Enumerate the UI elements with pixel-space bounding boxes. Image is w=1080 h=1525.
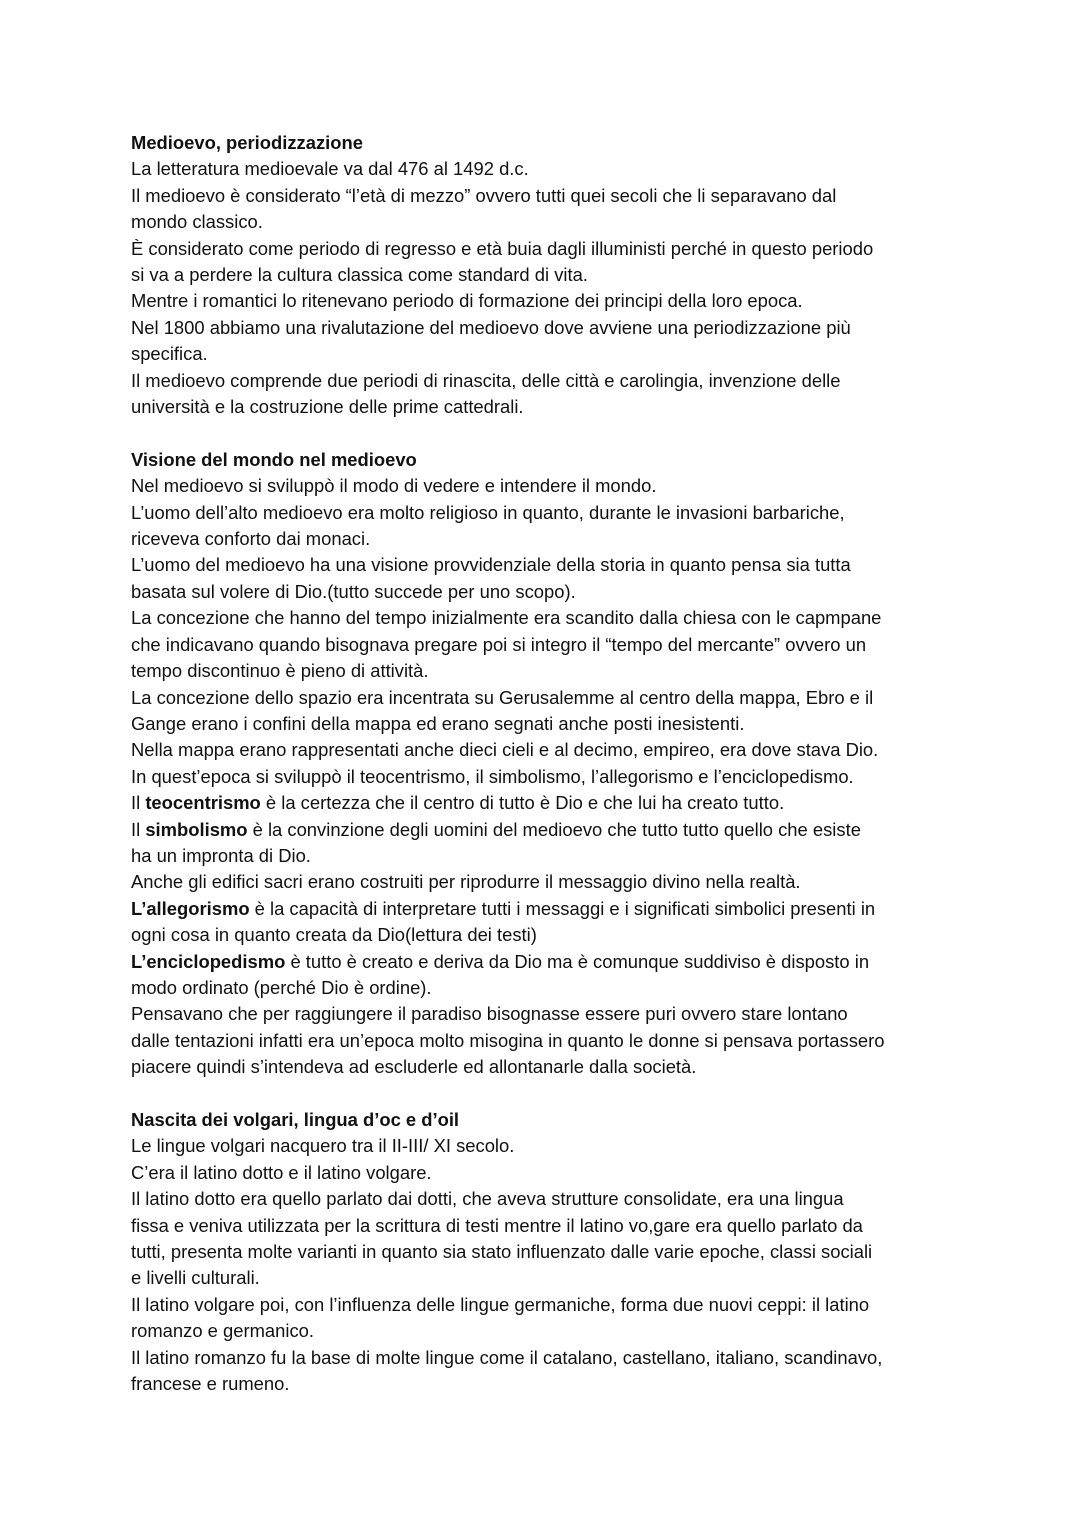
text-line: Il latino volgare poi, con l’influenza delle lingue germaniche, forma due nuovi ceppi: il latino: [131, 1293, 870, 1315]
term-definition: è la capacità di interpretare tutti i messaggi e i significati simbolici presenti in: [249, 897, 876, 919]
term-allegorismo: L’allegorismo: [131, 897, 250, 919]
text-line: La concezione che hanno del tempo inizialmente era scandito dalla chiesa con le capmpane: [131, 607, 882, 629]
text-line: modo ordinato (perché Dio è ordine).: [131, 976, 432, 998]
text-line: Il latino romanzo fu la base di molte lingue come il catalano, castellano, italiano, scandinavo,: [131, 1346, 883, 1368]
term-definition-simbolismo: [131, 817, 1031, 843]
text-line: Il latino dotto era quello parlato dai dotti, che aveva strutture consolidate, era una lingua: [131, 1188, 844, 1210]
text-line: università e la costruzione delle prime cattedrali.: [131, 396, 524, 418]
text-line: L’uomo dell’alto medioevo era molto religioso in quanto, durante le invasioni barbariche,: [131, 501, 845, 523]
text-line: ogni cosa in quanto creata da Dio(lettura dei testi): [131, 924, 537, 946]
text-line: C’era il latino dotto e il latino volgare.: [131, 1161, 432, 1183]
text-line: L’uomo del medioevo ha una visione provvidenziale della storia in quanto pensa sia tutta: [131, 554, 851, 576]
text-line: che indicavano quando bisognava pregare poi si integro il “tempo del mercante” ovvero un: [131, 633, 867, 655]
term-simbolismo: simbolismo: [145, 818, 248, 840]
text-line: Nella mappa erano rappresentati anche dieci cieli e al decimo, empireo, era dove stava Dio.: [131, 739, 879, 761]
text-line: Pensavano che per raggiungere il paradiso bisognasse essere puri ovvero stare lontano: [131, 1003, 848, 1025]
text-line: Il medioevo è considerato “l’età di mezzo” ovvero tutti quei secoli che li separavano dal: [131, 184, 837, 206]
section-nascita-dei-volgari: [131, 1107, 1031, 1397]
text-line: Nel medioevo si sviluppò il modo di vedere e intendere il mondo.: [131, 475, 657, 497]
text-line: fissa e veniva utilizzata per la scrittura di testi mentre il latino vo,gare era quello parlato da: [131, 1214, 863, 1236]
text-line: Anche gli edifici sacri erano costruiti per riprodurre il messaggio divino nella realtà.: [131, 871, 801, 893]
text-line: È considerato come periodo di regresso e età buia dagli illuministi perché in questo periodo: [131, 237, 874, 259]
term-definition: è la convinzione degli uomini del medioevo che tutto tutto quello che esiste: [247, 818, 861, 840]
document-page: [131, 130, 1031, 1397]
text-line: La concezione dello spazio era incentrata su Gerusalemme al centro della mappa, Ebro e il: [131, 686, 874, 708]
text-line: Le lingue volgari nacquero tra il II-III/ XI secolo.: [131, 1135, 515, 1157]
text-line: specifica.: [131, 343, 208, 365]
text-line: Nel 1800 abbiamo una rivalutazione del medioevo dove avviene una periodizzazione più: [131, 316, 851, 338]
text-line: tutti, presenta molte varianti in quanto sia stato influenzato dalle varie epoche, classi sociali: [131, 1241, 873, 1263]
text-line: Gange erano i confini della mappa ed erano segnati anche posti inesistenti.: [131, 712, 745, 734]
text-line: Mentre i romantici lo ritenevano periodo di formazione dei principi della loro epoca.: [131, 290, 803, 312]
text-line: ha un impronta di Dio.: [131, 844, 311, 866]
text-line: Il medioevo comprende due periodi di rinascita, delle città e carolingia, invenzione delle: [131, 369, 841, 391]
term-prefix: Il: [131, 818, 146, 840]
term-definition: è tutto è creato e deriva da Dio ma è comunque suddiviso è disposto in: [285, 950, 870, 972]
text-line: tempo discontinuo è pieno di attività.: [131, 660, 429, 682]
term-prefix: Il: [131, 792, 146, 814]
text-line: mondo classico.: [131, 211, 263, 233]
section-visione-del-mondo: [131, 447, 1031, 1081]
text-line: si va a perdere la cultura classica come standard di vita.: [131, 264, 588, 286]
text-line: La letteratura medioevale va dal 476 al 1492 d.c.: [131, 158, 529, 180]
term-definition-allegorismo: [131, 896, 1031, 922]
term-definition-enciclopedismo: [131, 949, 1031, 975]
term-teocentrismo: teocentrismo: [145, 792, 261, 814]
text-line: In quest’epoca si sviluppò il teocentrismo, il simbolismo, l’allegorismo e l’enciclopedismo.: [131, 765, 854, 787]
term-enciclopedismo: L’enciclopedismo: [131, 950, 286, 972]
text-line: e livelli culturali.: [131, 1267, 260, 1289]
text-line: basata sul volere di Dio.(tutto succede per uno scopo).: [131, 580, 576, 602]
text-line: piacere quindi s’intendeva ad escluderle ed allontanarle dalla società.: [131, 1056, 697, 1078]
section-title: Visione del mondo nel medioevo: [131, 448, 417, 470]
text-line: francese e rumeno.: [131, 1373, 290, 1395]
text-line: dalle tentazioni infatti era un’epoca molto misogina in quanto le donne si pensava portassero: [131, 1029, 885, 1051]
section-periodizzazione: [131, 130, 1031, 420]
term-definition-teocentrismo: [131, 790, 1031, 816]
text-line: riceveva conforto dai monaci.: [131, 528, 371, 550]
text-line: romanzo e germanico.: [131, 1320, 314, 1342]
section-title: Nascita dei volgari, lingua d’oc e d’oil: [131, 1109, 460, 1130]
term-definition: è la certezza che il centro di tutto è Dio e che lui ha creato tutto.: [260, 792, 785, 814]
section-title: Medioevo, periodizzazione: [131, 132, 363, 153]
